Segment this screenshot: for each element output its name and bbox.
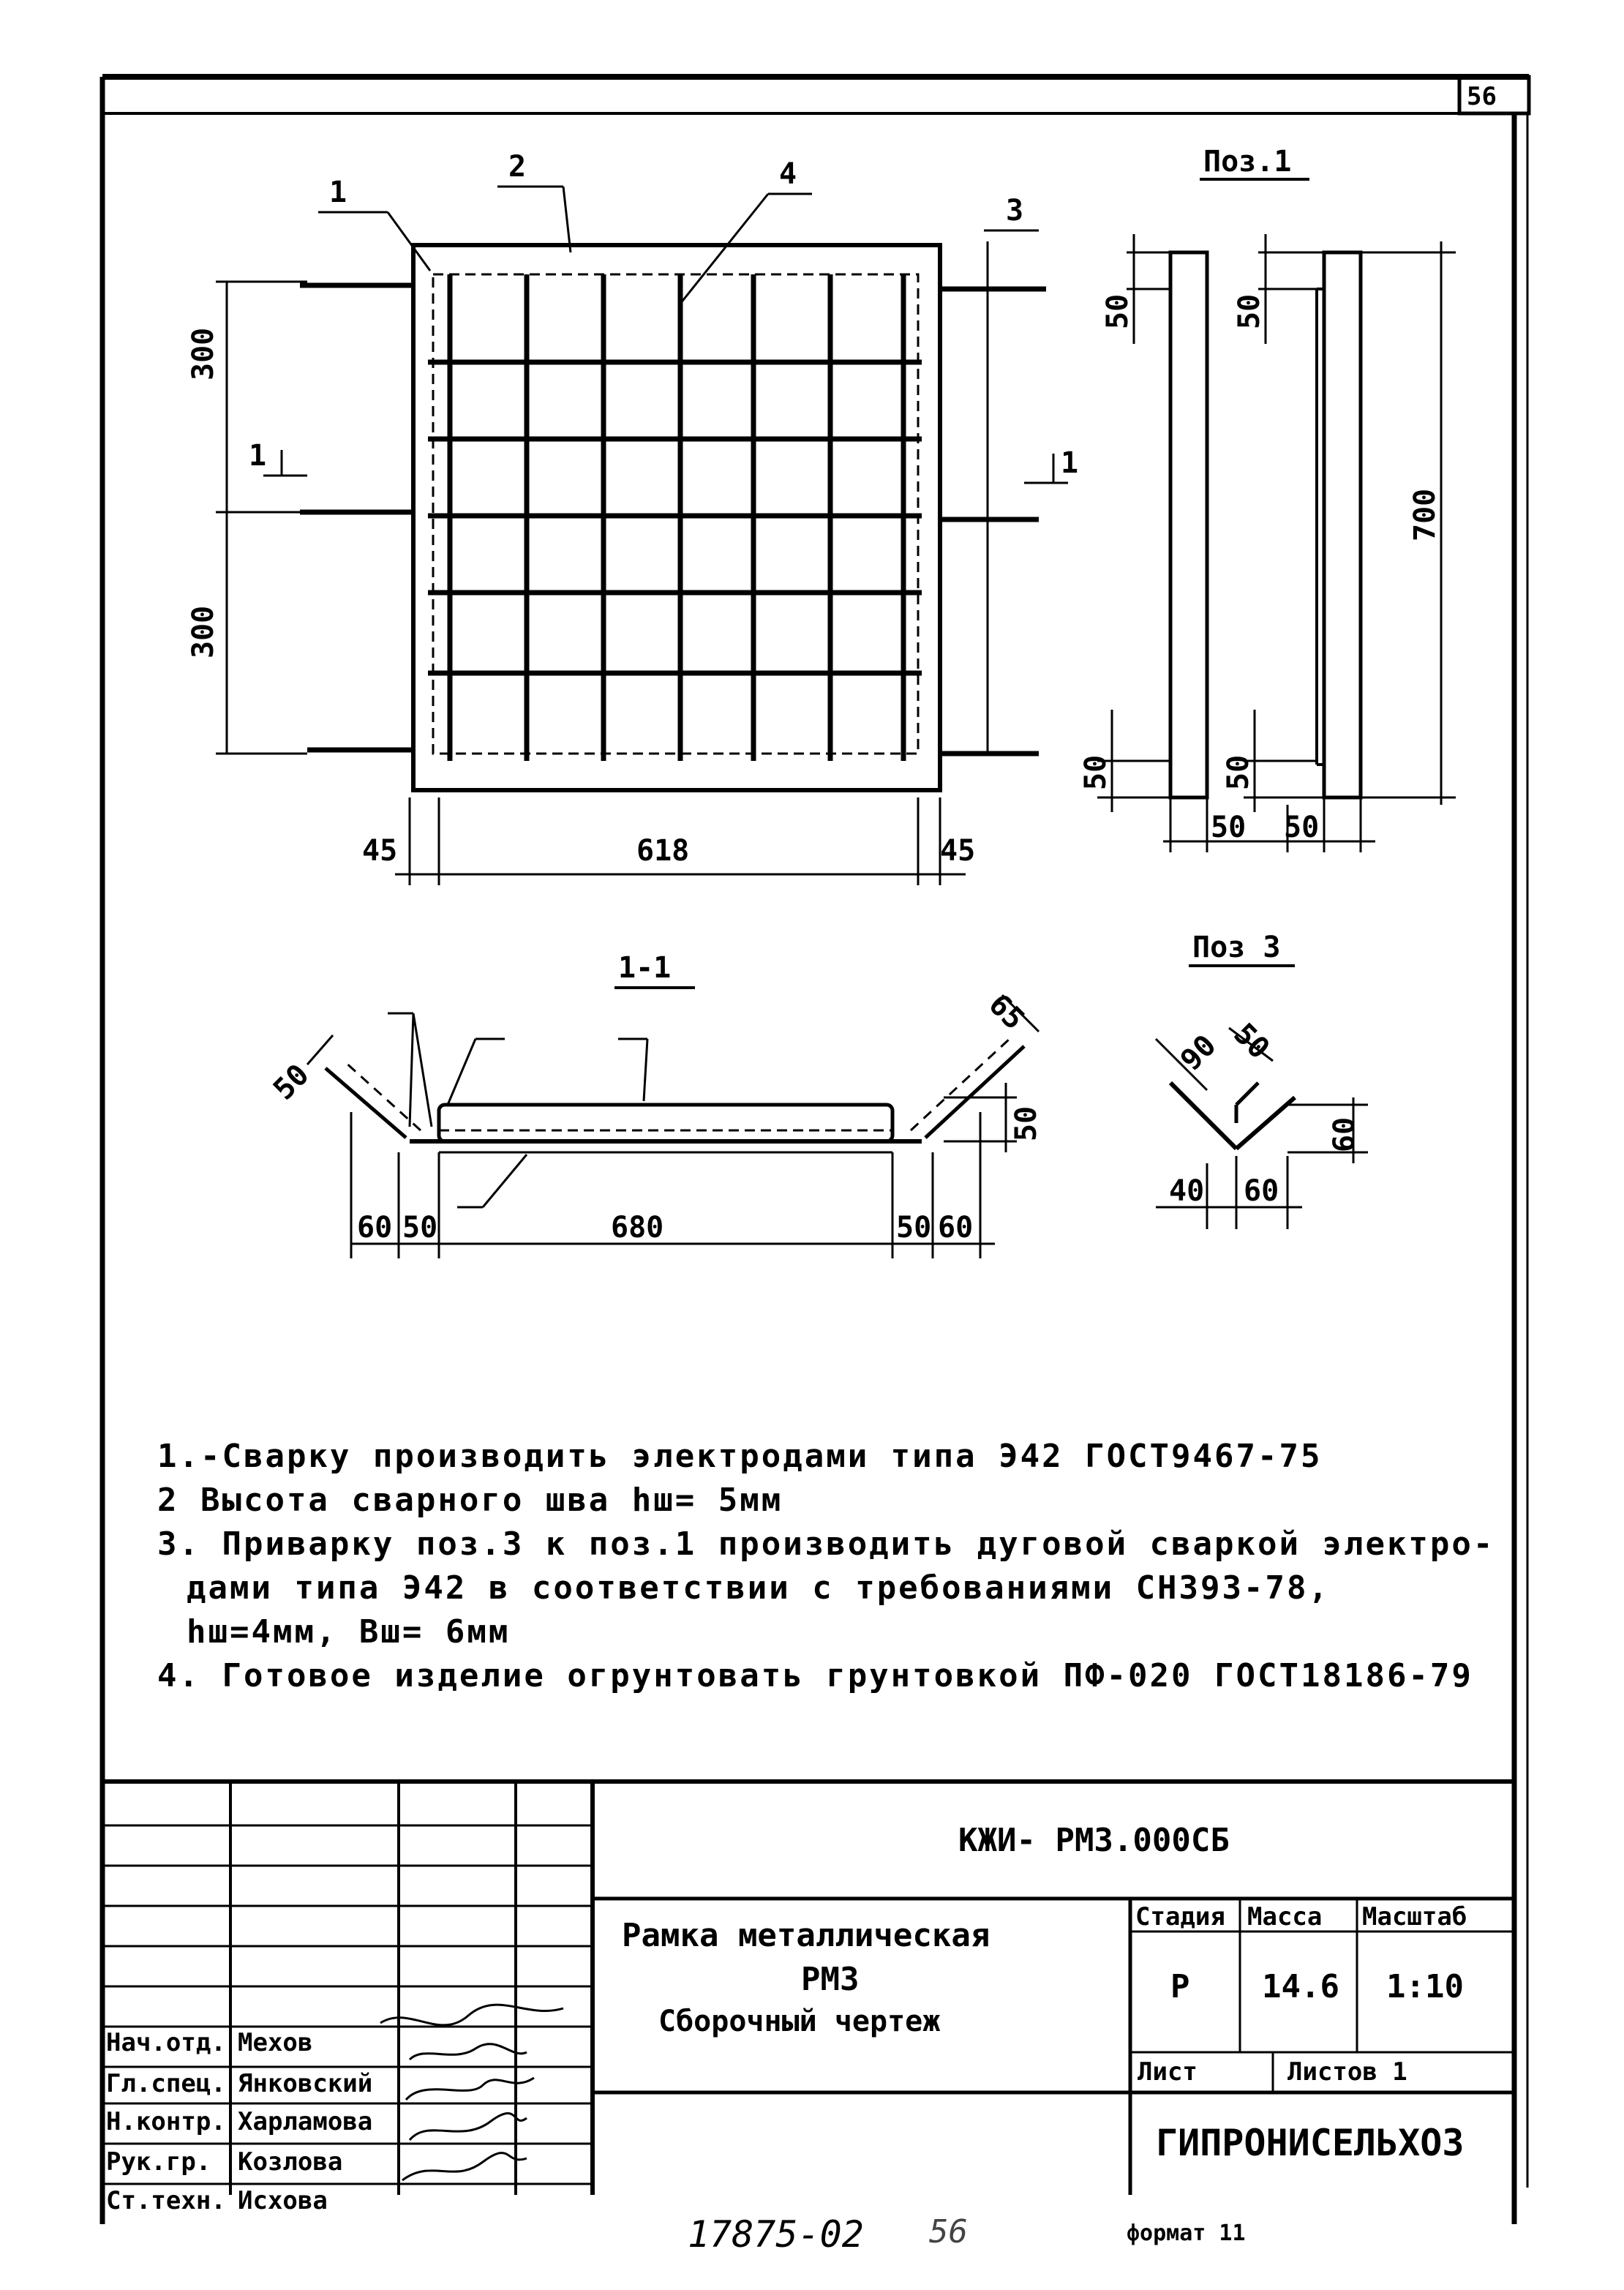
dim-plan-left: 45 (362, 834, 398, 868)
pos3-label: Поз 3 (1192, 931, 1281, 964)
dim-pos1-top-a: 50 (1101, 293, 1135, 329)
scale-value: 1:10 (1386, 1968, 1464, 2005)
role-4-name: Козлова (238, 2147, 343, 2177)
role-3: Н.контр. (106, 2107, 226, 2136)
pos1-label: Поз.1 (1203, 145, 1292, 179)
callout-3: 3 (1006, 194, 1024, 228)
dim-plan-h1: 300 (187, 327, 220, 380)
dim-section-b1: 60 (357, 1211, 393, 1245)
footer-number: 17875-02 (688, 2213, 864, 2256)
note-1: 1.-Сварку производить электродами типа Э42 ГОСТ9467-75 (157, 1438, 1323, 1475)
dim-pos3-h: 60 (1328, 1116, 1361, 1152)
role-2: Гл.спец. (106, 2069, 226, 2098)
organization: ГИПРОНИСЕЛЬХОЗ (1156, 2122, 1465, 2164)
sheet-label: Лист (1138, 2057, 1198, 2087)
role-2-name: Янковский (238, 2069, 373, 2098)
sheets-label: Листов 1 (1287, 2057, 1407, 2087)
footer-sheet-ref: 56 (929, 2213, 968, 2250)
dim-section-height: 50 (1010, 1105, 1043, 1141)
dim-pos1-bot-b: 50 (1222, 754, 1255, 790)
role-5: Ст.техн. (106, 2186, 226, 2215)
role-5-name: Исхова (238, 2186, 328, 2215)
dim-plan-h2: 300 (187, 605, 220, 658)
dim-pos3-a: 90 (1174, 1028, 1223, 1078)
callout-2: 2 (508, 150, 527, 184)
callout-4: 4 (779, 157, 797, 191)
dim-pos3-w1: 40 (1169, 1174, 1205, 1208)
dim-section-b3: 50 (896, 1211, 932, 1245)
stage-value: Р (1170, 1968, 1190, 2005)
note-3-cont2: hш=4мм, Вш= 6мм (187, 1613, 511, 1651)
role-1: Нач.отд. (106, 2028, 226, 2057)
dim-section-b2: 50 (402, 1211, 438, 1245)
dim-pos3-w2: 60 (1244, 1174, 1279, 1208)
note-3-cont: дами типа Э42 в соответствии с требованиями СН393-78, (187, 1569, 1330, 1607)
signatures (380, 2005, 563, 2180)
section-mark-right: 1 (1061, 446, 1079, 480)
role-1-name: Мехов (238, 2028, 313, 2057)
section-label: 1-1 (618, 951, 672, 985)
dim-section-slope-r: 65 (982, 988, 1031, 1037)
note-4: 4. Готовое изделие огрунтовать грунтовкой ПФ-020 ГОСТ18186-79 (157, 1657, 1473, 1694)
title-line2: РМ3 (801, 1961, 860, 1998)
dim-pos1-length: 700 (1408, 488, 1442, 541)
scale-label: Масштаб (1362, 1902, 1467, 1932)
dim-section-b4: 60 (938, 1211, 974, 1245)
stage-label: Стадия (1135, 1902, 1225, 1932)
role-4: Рук.гр. (106, 2147, 211, 2177)
drawing-code: КЖИ- РМ3.000СБ (958, 1822, 1230, 1859)
role-3-name: Харламова (238, 2107, 373, 2136)
dim-section-slope-l: 50 (267, 1057, 316, 1107)
dim-plan-mid: 618 (636, 834, 690, 868)
plan-view (216, 187, 1068, 885)
dim-section-mid: 680 (611, 1211, 664, 1245)
sheet-number: 56 (1467, 82, 1497, 111)
mass-value: 14.6 (1262, 1968, 1339, 2005)
dim-pos1-bot-a: 50 (1079, 754, 1113, 790)
section-mark-left: 1 (249, 439, 267, 473)
title-line1: Рамка металлическая (622, 1917, 990, 1954)
note-3: 3. Приварку поз.3 к поз.1 производить дуговой сваркой электро- (157, 1525, 1495, 1563)
dim-pos1-top-b: 50 (1233, 293, 1266, 329)
note-2: 2 Высота сварного шва hш= 5мм (157, 1482, 783, 1519)
footer-format: формат 11 (1127, 2220, 1246, 2246)
pos1-views (1097, 234, 1456, 852)
mass-label: Масса (1247, 1902, 1323, 1932)
dim-pos1-w-a: 50 (1211, 811, 1247, 844)
callout-1: 1 (329, 176, 347, 209)
title-line3: Сборочный чертеж (658, 2005, 941, 2038)
dim-pos3-b: 50 (1227, 1017, 1277, 1066)
dim-pos1-w-b: 50 (1284, 811, 1320, 844)
dim-plan-right: 45 (940, 834, 976, 868)
